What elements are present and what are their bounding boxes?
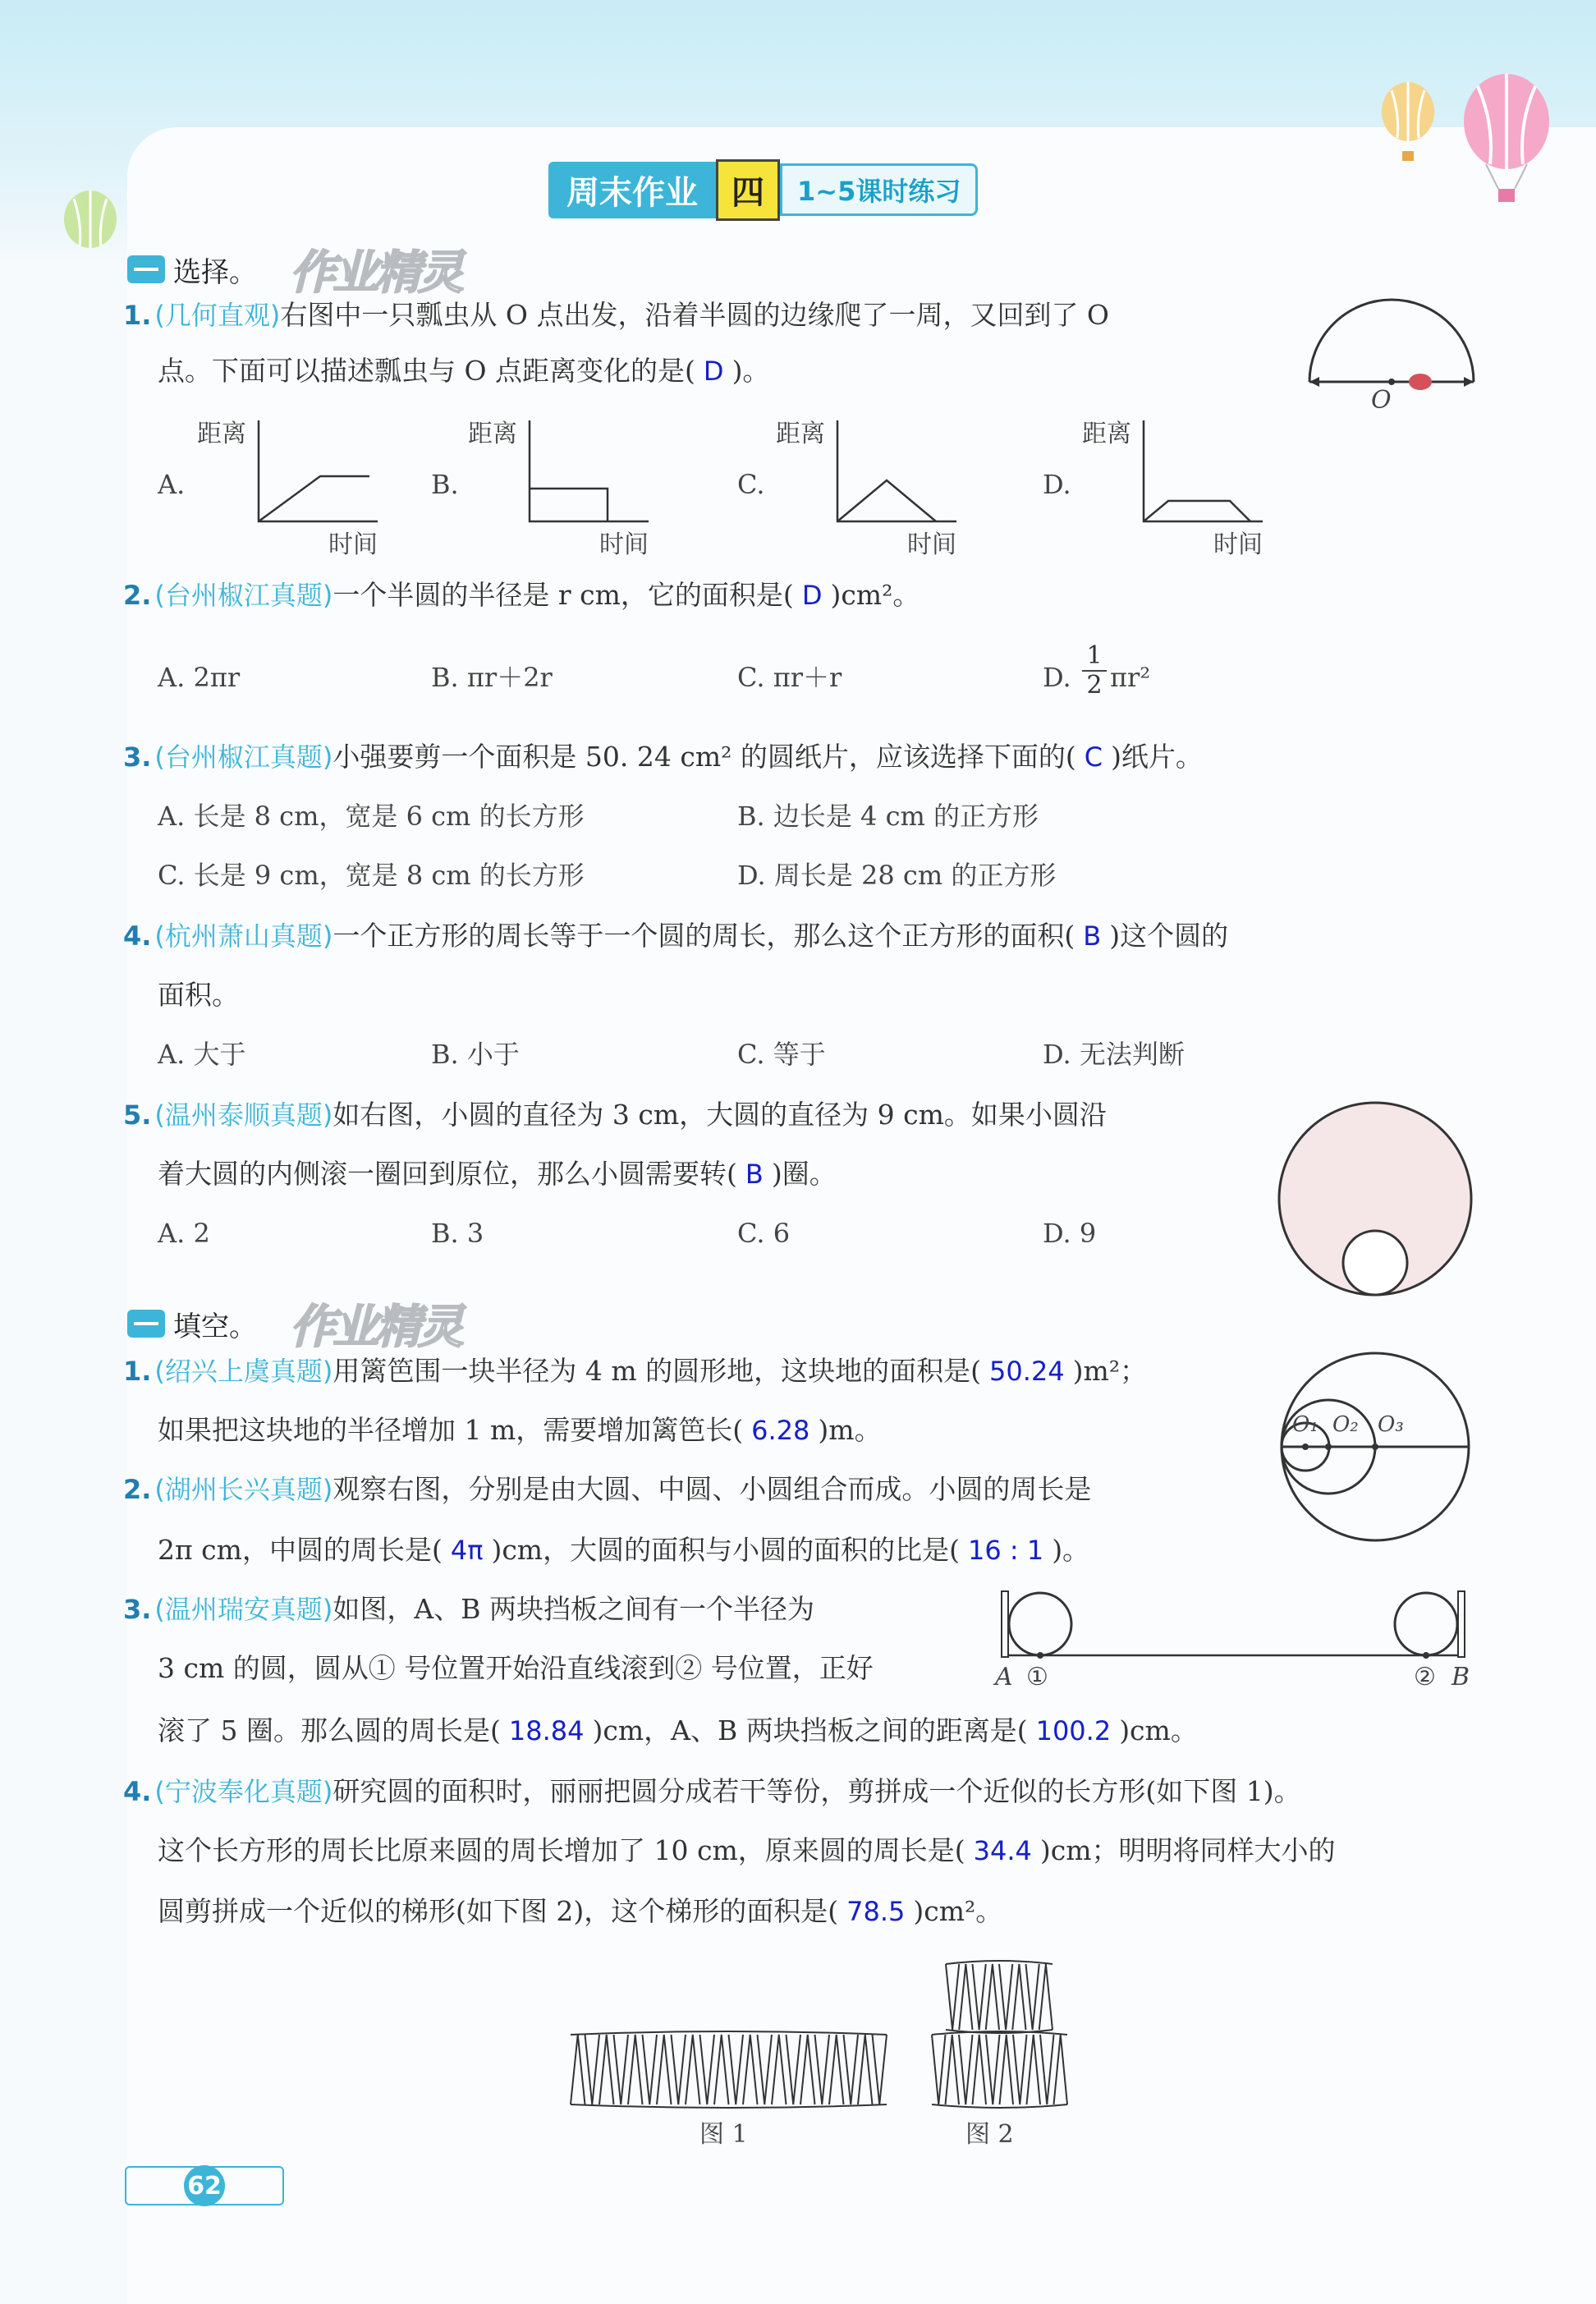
answer: 6.28 (751, 1415, 810, 1446)
option-d: D. 周长是 28 cm 的正方形 (737, 860, 1057, 891)
title-subtitle: 1~5课时练习 (780, 163, 978, 216)
question-source: (宁波奉化真题) (154, 1776, 333, 1807)
option-d: D. (1043, 469, 1071, 500)
option-d: D. 无法判断 (1043, 1039, 1185, 1070)
answer: 50.24 (989, 1356, 1065, 1387)
answer: D (801, 580, 823, 611)
question-source: (绍兴上虞真题) (154, 1356, 333, 1387)
sector-stroke (1012, 1964, 1025, 2030)
o3-label: O₃ (1378, 1412, 1404, 1437)
sector-stroke (815, 2035, 830, 2104)
option-c: C. (737, 469, 765, 500)
answer: 78.5 (846, 1896, 906, 1927)
sector-stroke (1054, 2035, 1068, 2104)
option-a: A. 2πr (158, 662, 241, 693)
question-text: 滚了 5 圈。那么圆的周长是( (158, 1714, 501, 1746)
option-c: C. 等于 (737, 1039, 826, 1070)
watermark: 作业精灵 (290, 246, 461, 300)
worksheet-title (548, 164, 978, 215)
position-2-label: ② (1414, 1663, 1436, 1691)
option-b: B. 边长是 4 cm 的正方形 (737, 801, 1039, 832)
sector-stroke (643, 2035, 658, 2104)
sector-stroke (1040, 2035, 1054, 2104)
sector-stroke (787, 2035, 801, 2104)
point-o-label: O (1371, 386, 1392, 415)
sector-stroke (946, 2035, 960, 2104)
question-source: (杭州萧山真题) (154, 920, 333, 952)
sector-stroke (571, 2035, 585, 2104)
sector-stroke (714, 2035, 729, 2104)
sector-stroke (614, 2035, 629, 2104)
question-text: 点。下面可以描述瓢虫与 O 点距离变化的是( (158, 355, 695, 387)
question-number: 4. (123, 1776, 152, 1807)
figure-1-caption: 图 1 (699, 2120, 748, 2149)
section-fill-heading (127, 1291, 461, 1356)
sector-stroke (946, 1964, 959, 2030)
question-text: )。 (1052, 1534, 1090, 1566)
question-1-line-1 (123, 297, 1109, 333)
answer: B (1083, 920, 1102, 952)
option-a: A. 大于 (158, 1039, 246, 1070)
o2-label: O₂ (1332, 1412, 1359, 1437)
fill-4-line-1 (123, 1774, 1301, 1810)
question-text: )cm，大圆的面积与小圆的面积的比是( (491, 1534, 960, 1566)
question-number: 4. (123, 920, 152, 952)
sector-stroke (672, 2035, 686, 2104)
section-label: 选择。 (173, 255, 257, 289)
sector-stroke (772, 2035, 787, 2104)
option-c: C. 6 (737, 1218, 791, 1249)
option-d: D. (1043, 662, 1071, 693)
sector-stroke (932, 2035, 946, 2104)
page-number-badge (125, 2166, 284, 2205)
question-text: )m²； (1072, 1355, 1148, 1387)
rectangle-sectors-figure (566, 2028, 895, 2110)
trapezoid-sectors-figure (928, 1954, 1075, 2110)
nested-circles-figure (1279, 1351, 1472, 1548)
answer: 100.2 (1035, 1715, 1112, 1746)
section-bar-icon (127, 1310, 165, 1338)
option-b: B. 小于 (431, 1039, 520, 1070)
question-text: )cm²。 (830, 579, 920, 611)
sector-stroke (743, 2035, 758, 2104)
fill-4-line-2 (158, 1833, 1336, 1869)
sector-stroke (873, 2035, 887, 2104)
sector-stroke (1000, 2035, 1014, 2104)
section-bar-icon (127, 255, 165, 283)
graph-c-xlabel: 时间 (907, 530, 956, 559)
option-a: A. 长是 8 cm，宽是 6 cm 的长方形 (158, 801, 585, 832)
sector-stroke (999, 1964, 1012, 2030)
section-label: 填空。 (173, 1310, 257, 1343)
question-source: (温州瑞安真题) (154, 1594, 333, 1625)
title-number: 四 (716, 159, 780, 221)
question-text: )m。 (818, 1414, 882, 1446)
question-text: 观察右图，分别是由大圆、中圆、小圆组合而成。小圆的周长是 (332, 1473, 1092, 1505)
graph-a-ylabel: 距离 (197, 420, 246, 448)
hot-air-balloon-icon (62, 190, 119, 264)
fraction-denominator: 2 (1082, 670, 1107, 700)
semicircle-figure (1297, 300, 1486, 415)
answer: 4π (450, 1535, 484, 1566)
section-choice-heading (127, 236, 461, 302)
rolling-circles-figure (1277, 1100, 1474, 1297)
question-source: (台州椒江真题) (154, 741, 333, 773)
question-text: )。 (732, 355, 770, 387)
graph-a (255, 419, 386, 526)
sector-stroke (1013, 2035, 1027, 2104)
option-c: C. πr＋r (737, 662, 842, 693)
question-text: 这个长方形的周长比原来圆的周长增加了 10 cm，原来圆的周长是( (158, 1834, 965, 1866)
question-text: )cm，A、B 两块挡板之间的距离是( (592, 1714, 1028, 1746)
answer: D (703, 356, 724, 387)
question-3-line-1 (123, 739, 1203, 775)
title-main: 周末作业 (548, 162, 716, 218)
question-number: 3. (123, 741, 152, 773)
question-text: 2π cm，中圆的周长是( (158, 1534, 443, 1566)
fill-4-line-3 (158, 1893, 1002, 1930)
question-text: 如图，A、B 两块挡板之间有一个半径为 (332, 1593, 814, 1625)
fraction-numerator: 1 (1086, 641, 1103, 670)
ladybug-icon (1409, 374, 1432, 390)
graph-d-ylabel: 距离 (1082, 420, 1131, 448)
graph-c-ylabel: 距离 (776, 420, 825, 448)
graph-a-xlabel: 时间 (328, 530, 378, 559)
sector-stroke (973, 1964, 986, 2030)
hot-air-balloon-icon (1379, 82, 1437, 164)
fill-2-line-1 (123, 1471, 1091, 1508)
rolling-circle-track-figure (995, 1591, 1471, 1657)
question-text: 用篱笆围一块半径为 4 m 的圆形地，这块地的面积是( (332, 1355, 982, 1387)
graph-b-xlabel: 时间 (599, 530, 649, 559)
sector-stroke (800, 2035, 815, 2104)
question-number: 2. (123, 580, 152, 611)
graph-d (1140, 419, 1271, 526)
question-source: (台州椒江真题) (154, 580, 333, 611)
sector-stroke (1026, 1964, 1039, 2030)
sector-stroke (585, 2035, 600, 2104)
sector-stroke (858, 2035, 873, 2104)
question-text: 右图中一只瓢虫从 O 点出发，沿着半圆的边缘爬了一周，又回到了 O (280, 299, 1109, 331)
question-text: )这个圆的 (1109, 920, 1229, 952)
sector-stroke (986, 2035, 1000, 2104)
sector-stroke (1039, 1964, 1053, 2030)
option-d: D. 9 (1043, 1218, 1097, 1249)
question-text: 一个正方形的周长等于一个圆的周长，那么这个正方形的面积( (332, 920, 1075, 952)
question-text: 研究圆的面积时，丽丽把圆分成若干等份，剪拼成一个近似的长方形(如下图 1)。 (332, 1775, 1301, 1807)
graph-d-xlabel: 时间 (1213, 530, 1263, 559)
option-a: A. 2 (158, 1218, 210, 1249)
option-a: A. (158, 469, 186, 500)
answer: 18.84 (508, 1715, 585, 1746)
question-5-line-1 (123, 1097, 1107, 1133)
question-text: )cm²。 (913, 1895, 1003, 1927)
question-text: 圆剪拼成一个近似的梯形(如下图 2)，这个梯形的面积是( (158, 1895, 839, 1927)
question-text: )cm；明明将同样大小的 (1039, 1834, 1336, 1866)
sector-stroke (729, 2035, 744, 2104)
graph-c (833, 419, 965, 526)
question-5-line-2 (158, 1156, 837, 1192)
position-1-label: ① (1026, 1663, 1048, 1691)
graph-b (525, 419, 657, 526)
question-source: (湖州长兴真题) (154, 1474, 333, 1505)
question-text: )圈。 (771, 1158, 837, 1190)
sector-stroke (628, 2035, 643, 2104)
question-4-line-1 (123, 918, 1228, 954)
question-number: 1. (123, 300, 152, 331)
option-b: B. (431, 469, 459, 500)
answer: 16 : 1 (967, 1535, 1044, 1566)
graph-b-ylabel: 距离 (468, 420, 517, 448)
answer: C (1084, 741, 1103, 773)
sector-stroke (973, 2035, 987, 2104)
question-number: 1. (123, 1356, 152, 1387)
question-text: 一个半圆的半径是 r cm，它的面积是( (332, 579, 794, 611)
sector-stroke (700, 2035, 715, 2104)
sector-stroke (686, 2035, 700, 2104)
answer: 34.4 (973, 1835, 1032, 1866)
sector-stroke (844, 2035, 859, 2104)
fill-3-line-2: 3 cm 的圆，圆从① 号位置开始沿直线滚到② 号位置，正好 (158, 1652, 874, 1684)
question-text: 如果把这块地的半径增加 1 m，需要增加篱笆长( (158, 1414, 744, 1446)
figure-2-caption: 图 2 (965, 2120, 1014, 2149)
question-number: 2. (123, 1474, 152, 1505)
option-b: B. 3 (431, 1218, 484, 1249)
sector-stroke (959, 2035, 973, 2104)
question-text: 小强要剪一个面积是 50. 24 cm² 的圆纸片，应该选择下面的( (332, 741, 1076, 773)
question-text: 如右图，小圆的直径为 3 cm，大圆的直径为 9 cm。如果小圆沿 (332, 1099, 1107, 1131)
question-2-line-1 (123, 577, 920, 613)
sector-stroke (599, 2035, 614, 2104)
question-text: 着大圆的内侧滚一圈回到原位，那么小圆需要转( (158, 1158, 737, 1190)
fill-3-line-3 (158, 1713, 1198, 1749)
board-b-label: B (1452, 1663, 1470, 1691)
page-number: 62 (184, 2165, 225, 2206)
question-source: (几何直观) (154, 300, 281, 331)
sector-stroke (657, 2035, 672, 2104)
question-4-line-2: 面积。 (158, 979, 239, 1011)
board-a-label: A (995, 1663, 1013, 1691)
option-d-tail: πr² (1110, 662, 1151, 693)
option-b: B. πr＋2r (431, 662, 553, 693)
fill-3-line-1 (123, 1591, 814, 1627)
sector-stroke (829, 2035, 844, 2104)
question-number: 3. (123, 1594, 152, 1625)
option-c: C. 长是 9 cm，宽是 8 cm 的长方形 (158, 860, 585, 891)
fill-2-line-2 (158, 1532, 1089, 1568)
sector-stroke (986, 1964, 999, 2030)
question-number: 5. (123, 1099, 152, 1131)
question-1-line-2 (158, 353, 769, 389)
hot-air-balloon-icon (1461, 74, 1552, 213)
watermark: 作业精灵 (290, 1301, 461, 1354)
sector-stroke (758, 2035, 773, 2104)
question-text: )cm。 (1119, 1714, 1198, 1746)
o1-label: O₁ (1292, 1412, 1319, 1437)
sector-stroke (959, 1964, 972, 2030)
question-source: (温州泰顺真题) (154, 1099, 333, 1131)
question-text: )纸片。 (1111, 741, 1203, 773)
sector-stroke (1027, 2035, 1041, 2104)
answer: B (745, 1159, 764, 1190)
fill-1-line-2 (158, 1412, 882, 1448)
fraction (1082, 642, 1107, 700)
fill-1-line-1 (123, 1353, 1147, 1389)
